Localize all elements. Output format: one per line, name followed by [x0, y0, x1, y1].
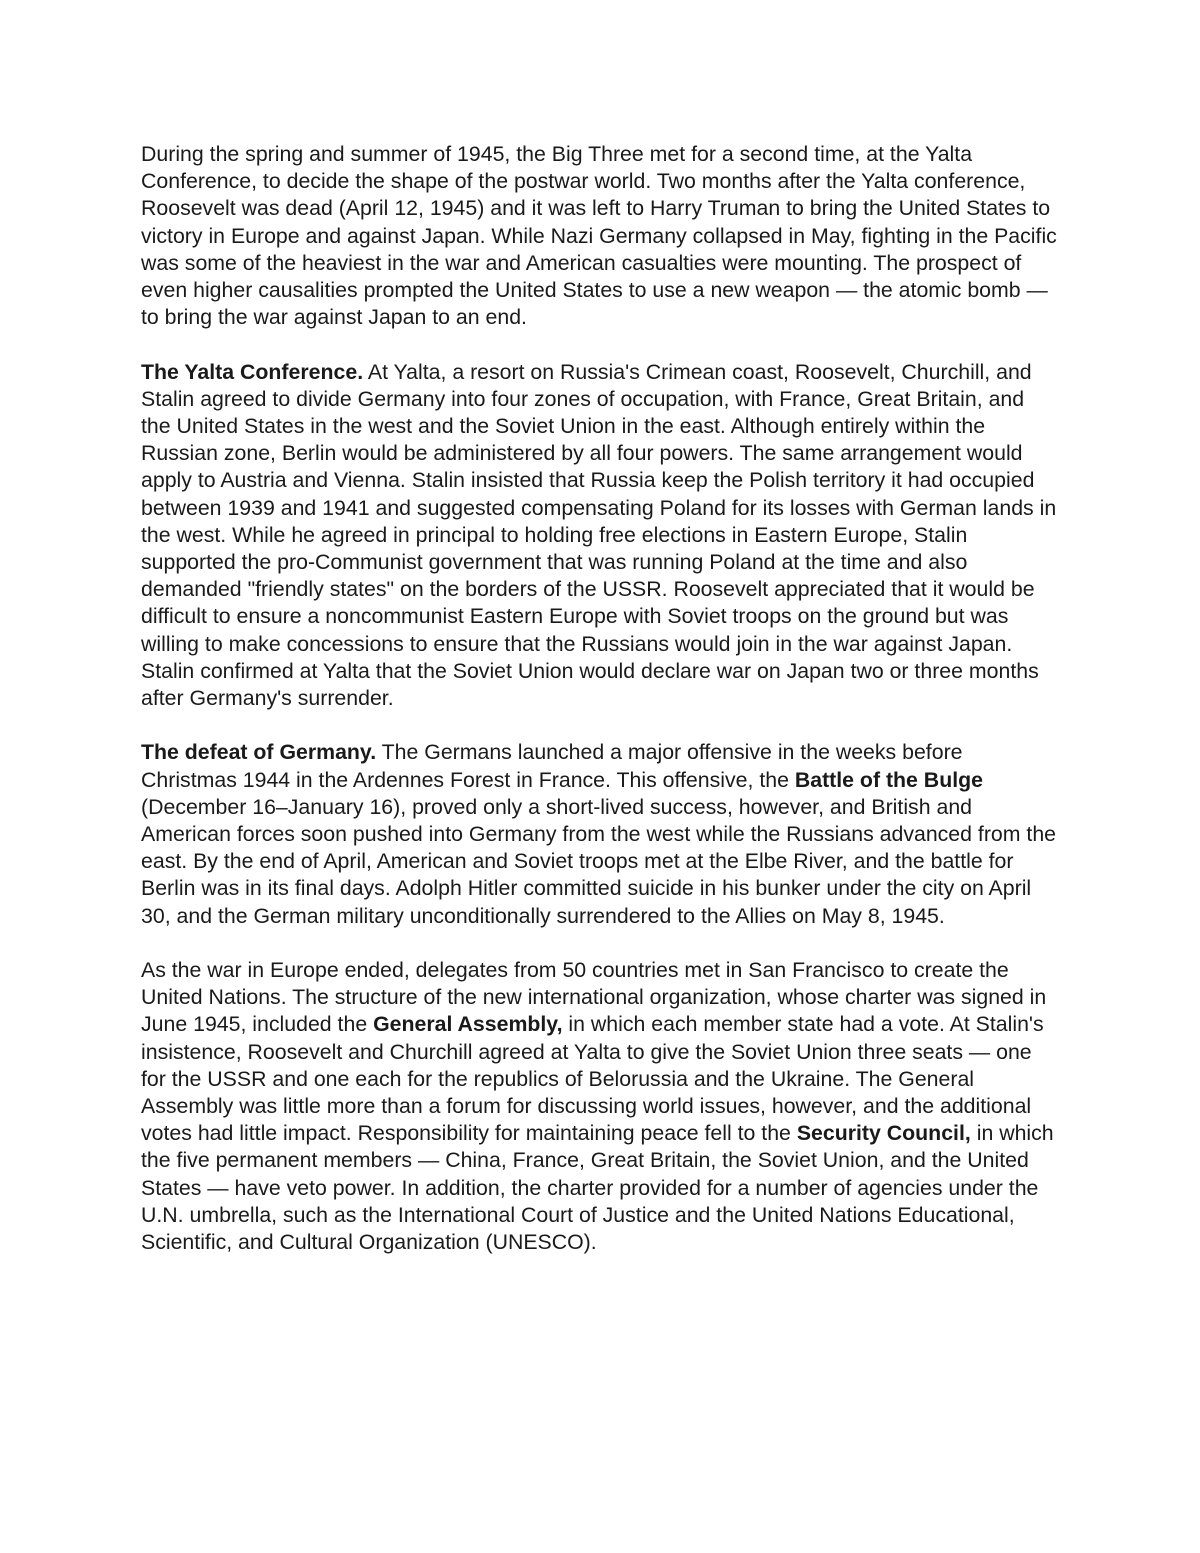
section-heading: The defeat of Germany.: [141, 740, 377, 765]
bold-term: General Assembly,: [373, 1012, 563, 1037]
paragraph-text: During the spring and summer of 1945, the Big Three met for a second time, at the Yalta Conference, to decide the shape of the postwar world. Two months after the Yalta conference, Roosevelt was dead (April 12, 1945) and it was left to Harry Truman to bring the United States to victory in Europe and against Japan. While Nazi Germany collapsed in May, fighting in the Pacific was some of the heaviest in the war and American casualties were mounting. The prospect of even higher causalities prompted the United States to use a new weapon — the atomic bomb — to bring the war against Japan to an end.: [141, 142, 1057, 330]
paragraph-text: in which the five permanent members — China, France, Great Britain, the Soviet Union, and the United States — have veto power. In addition, the charter provided for a number of agencies under the U.N. umbrella, such as the International Court of Justice and the United Nations Educational, Scientific, and Cultural Organization (UNESCO).: [141, 1121, 1054, 1255]
paragraph-text: As the war in Europe ended, delegates from 50 countries met in San Francisco to create the United Nations. The structure of the new international organization, whose charter was signed in June 1945, included the: [141, 958, 1047, 1037]
section-heading: The Yalta Conference.: [141, 359, 364, 384]
paragraph-united-nations: [141, 957, 1059, 1256]
paragraph-intro: [141, 141, 1059, 331]
document-body: [141, 141, 1059, 1283]
paragraph-defeat-of-germany: [141, 739, 1059, 929]
bold-term: Security Council,: [796, 1121, 971, 1146]
paragraph-text: (December 16–January 16), proved only a short-lived success, however, and British and American forces soon pushed into Germany from the west while the Russians advanced from the east. By the end of April, American and Soviet troops met at the Elbe River, and the battle for Berlin was in its final days. Adolph Hitler committed suicide in his bunker under the city on April 30, and the German military unconditionally surrendered to the Allies on May 8, 1945.: [141, 794, 1057, 928]
paragraph-text: in which each member state had a vote. At Stalin's insistence, Roosevelt and Churchill agreed at Yalta to give the Soviet Union three seats — one for the USSR and one each for the republics of Belorussia and the Ukraine. The General Assembly was little more than a forum for discussing world issues, however, and the additional votes had little impact. Responsibility for maintaining peace fell to the: [141, 1012, 1044, 1146]
paragraph-text: At Yalta, a resort on Russia's Crimean coast, Roosevelt, Churchill, and Stalin agreed to divide Germany into four zones of occupation, with France, Great Britain, and the United States in the west and the Soviet Union in the east. Although entirely within the Russian zone, Berlin would be administered by all four powers. The same arrangement would apply to Austria and Vienna. Stalin insisted that Russia keep the Polish territory it had occupied between 1939 and 1941 and suggested compensating Poland for its losses with German lands in the west. While he agreed in principal to holding free elections in Eastern Europe, Stalin supported the pro-Communist government that was running Poland at the time and also demanded "friendly states" on the borders of the USSR. Roosevelt appreciated that it would be difficult to ensure a noncommunist Eastern Europe with Soviet troops on the ground but was willing to make concessions to ensure that the Russians would join in the war against Japan. Stalin confirmed at Yalta that the Soviet Union would declare war on Japan two or three months after Germany's surrender.: [141, 359, 1057, 711]
paragraph-text: The Germans launched a major offensive in the weeks before Christmas 1944 in the Ardennes Forest in France. This offensive, the: [141, 740, 963, 792]
paragraph-yalta-conference: [141, 359, 1059, 713]
bold-term: Battle of the Bulge: [794, 767, 983, 792]
